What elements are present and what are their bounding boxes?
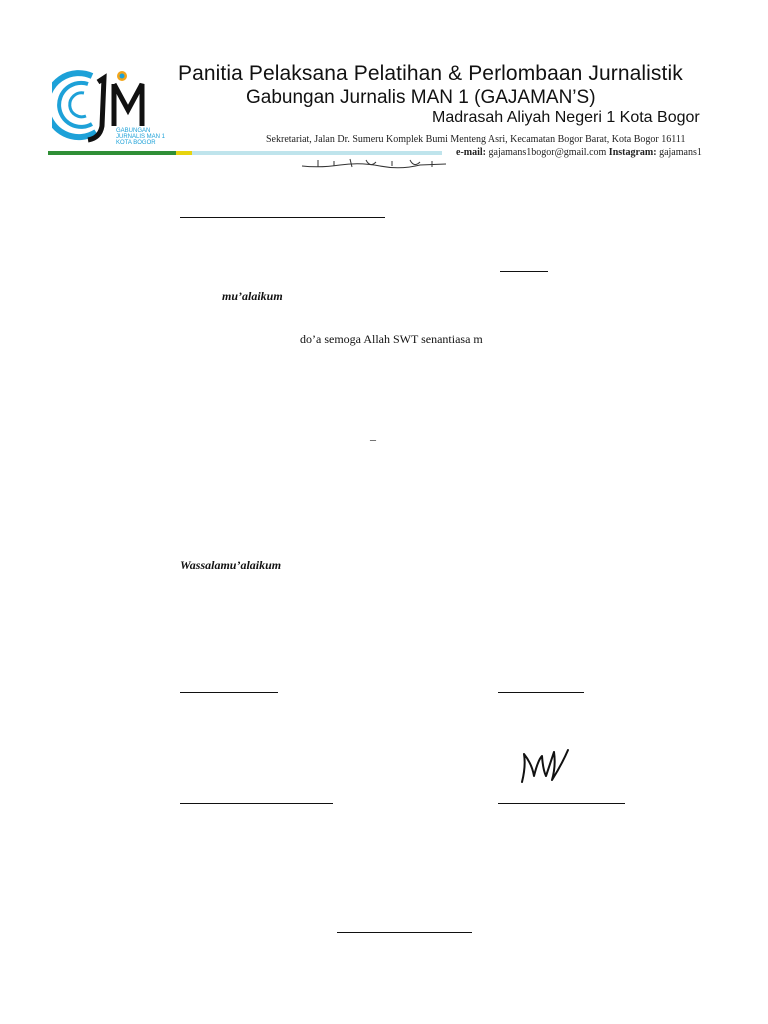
email-label: e-mail: <box>456 147 486 158</box>
letterhead-title: Panitia Pelaksana Pelatihan & Perlombaan Jurnalistik <box>178 62 683 85</box>
instagram-handle: gajamans1 <box>659 147 702 158</box>
letterhead-contact <box>456 147 702 158</box>
dash-mark: – <box>370 432 376 446</box>
prayer-text: do’a semoga Allah SWT senantiasa m <box>300 332 483 346</box>
instagram-label: Instagram: <box>608 147 657 158</box>
logo-caption-line-3: KOTA BOGOR <box>116 140 156 146</box>
letterhead-subtitle: Gabungan Jurnalis MAN 1 (GAJAMAN’S) <box>246 87 596 108</box>
header-divider-cyan <box>192 151 442 155</box>
header-divider-green <box>48 151 176 155</box>
approver-name-line <box>337 932 472 933</box>
header-divider-yellow <box>176 151 192 155</box>
letterhead-institution: Madrasah Aliyah Negeri 1 Kota Bogor <box>432 109 700 126</box>
recipient-underline <box>500 271 548 272</box>
greeting-text: mu’alaikum <box>222 289 283 303</box>
basmalah-calligraphy <box>300 156 450 172</box>
logo-caption-line-1: GABUNGAN <box>116 128 151 134</box>
signatory-right-name-line <box>498 803 625 804</box>
logo-caption-line-2: JURNALIS MAN 1 <box>116 134 166 140</box>
signatory-left-name-line <box>180 803 333 804</box>
handwritten-signature <box>512 746 572 786</box>
closing-text: Wassalamu’alaikum <box>180 558 282 572</box>
email-address: gajamans1bogor@gmail.com <box>488 147 607 158</box>
organization-logo <box>52 66 172 146</box>
subject-underline <box>180 217 385 218</box>
signatory-right-title-line <box>498 692 584 693</box>
signatory-left-title-line <box>180 692 278 693</box>
letterhead-address: Sekretariat, Jalan Dr. Sumeru Komplek Bumi Menteng Asri, Kecamatan Bogor Barat, Kota Bogor 16111 <box>266 134 686 145</box>
